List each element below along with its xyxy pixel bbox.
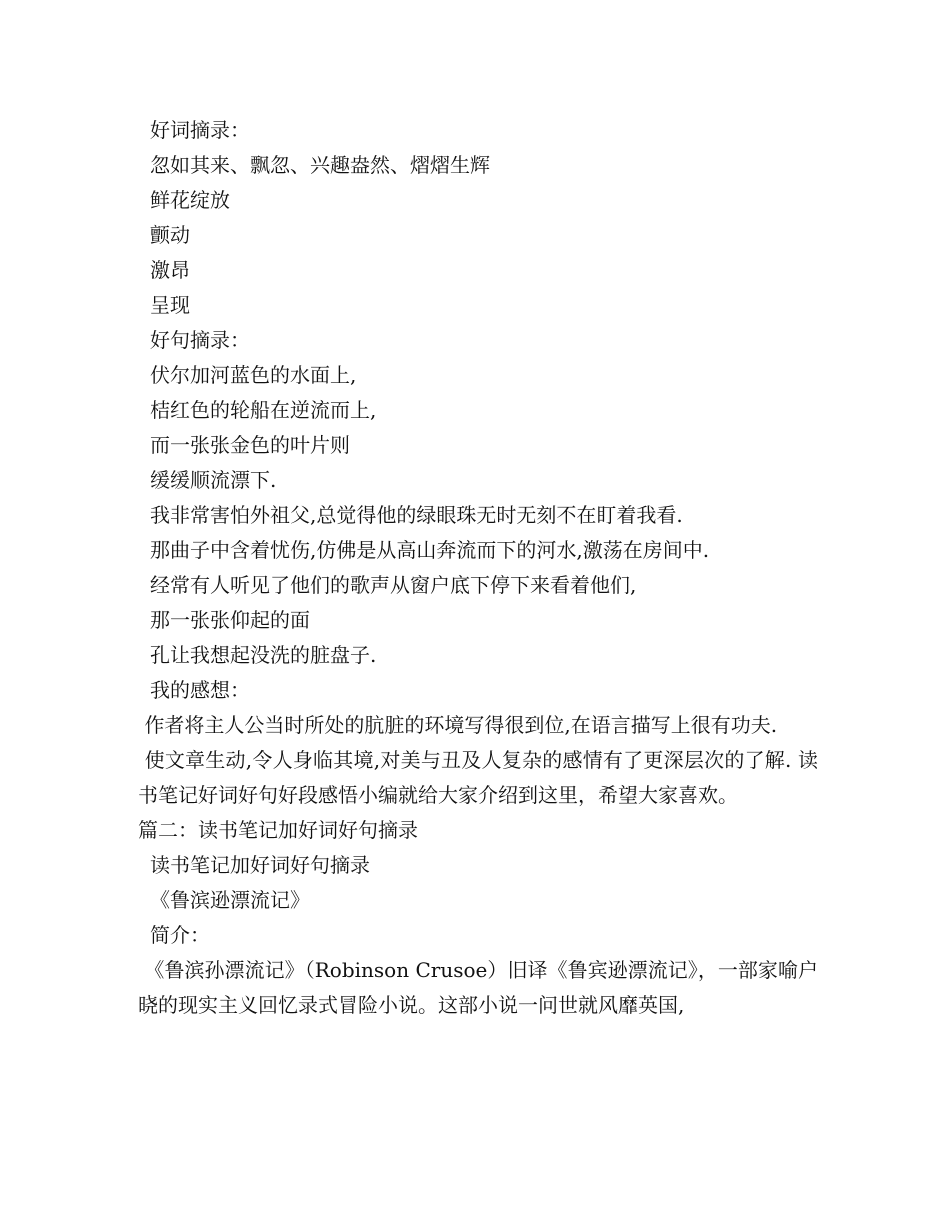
text-line: 忽如其来、飘忽、兴趣盎然、熠熠生辉 (150, 153, 490, 177)
text-line: 激昂 (150, 258, 190, 282)
text-line: 那曲子中含着忧伤,仿佛是从高山奔流而下的河水,激荡在房间中. (150, 538, 710, 562)
text-line: 好词摘录： (150, 118, 250, 142)
paragraph-author-writing: 作者将主人公当时所处的肮脏的环境写得很到位,在语言描写上很有功夫. (138, 713, 778, 737)
text-line: 呈现 (150, 293, 190, 317)
text-line: 颤动 (150, 223, 190, 247)
text-line: 读书笔记加好词好句摘录 (150, 853, 370, 877)
text-line: 孔让我想起没洗的脏盘子. (150, 643, 377, 667)
paragraph-reflection: 使文章生动,令人身临其境,对美与丑及人复杂的感情有了更深层次的了解. 读书笔记好词好句好段感悟小编就给大家介绍到这里，希望大家喜欢。 (138, 748, 818, 807)
text-line: 而一张张金色的叶片则 (150, 433, 350, 457)
document-body (138, 113, 818, 1023)
text-line: 我非常害怕外祖父,总觉得他的绿眼珠无时无刻不在盯着我看. (150, 503, 683, 527)
text-line: 《鲁滨逊漂流记》 (150, 888, 310, 912)
section-heading: 篇二：读书笔记加好词好句摘录 (138, 818, 418, 842)
text-line: 好句摘录： (150, 328, 250, 352)
text-line: 缓缓顺流漂下. (150, 468, 277, 492)
text-line: 简介： (150, 923, 210, 947)
paragraph-introduction: 《鲁滨孙漂流记》（Robinson Crusoe）旧译《鲁宾逊漂流记》，一部家喻户晓的现实主义回忆录式冒险小说。这部小说一问世就风靡英国, (138, 958, 819, 1017)
text-line: 伏尔加河蓝色的水面上, (150, 363, 357, 387)
text-line: 经常有人听见了他们的歌声从窗户底下停下来看着他们, (150, 573, 637, 597)
text-line: 我的感想： (150, 678, 250, 702)
text-line: 鲜花绽放 (150, 188, 230, 212)
text-line: 那一张张仰起的面 (150, 608, 310, 632)
text-line: 桔红色的轮船在逆流而上, (150, 398, 377, 422)
